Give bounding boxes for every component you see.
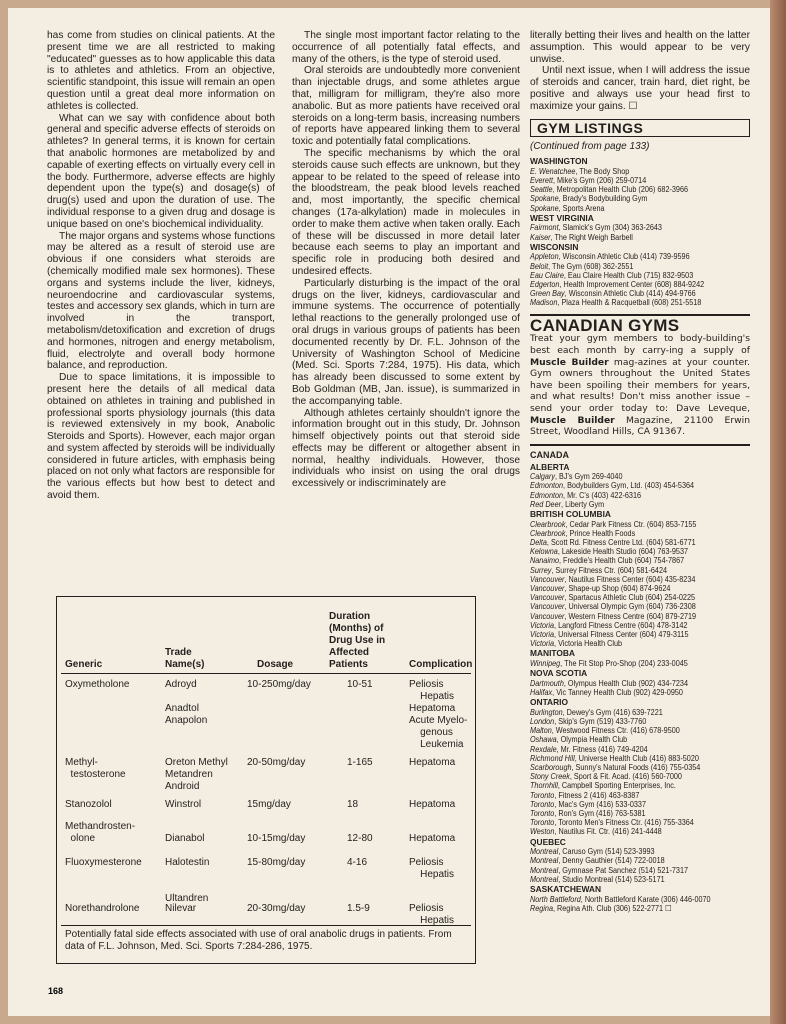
gym-entry [530, 708, 735, 717]
region-heading: BRITISH COLUMBIA [530, 508, 611, 519]
gym-details: , BJ's Gym 269-4040 [554, 472, 623, 482]
gym-city: Nanaimo [530, 556, 560, 566]
header-dosage: Dosage [257, 659, 294, 670]
gym-details: , Lakeside Health Studio (604) 763-9537 [557, 547, 689, 557]
article-paragraph: Although athletes certainly shouldn't ignore the information brought out in this study, Dr. Johnson himself objectively points out that steroid side effects may be different or altogether absent in normal, healthy individuals. However, those individuals who insist on using the oral drugs excessively or indiscriminately are [292, 407, 520, 490]
cell-duration: 18 [347, 799, 359, 810]
gym-city: Kelowna [530, 547, 558, 557]
gym-details: , Universe Health Club (416) 883-5020 [574, 753, 699, 763]
gym-details: , Health Improvement Center (608) 884-9242 [559, 279, 705, 289]
gym-entry [530, 866, 735, 875]
gym-details: , Brady's Bodybuilding Gym [558, 194, 648, 204]
gym-city: Rexdale [530, 744, 557, 754]
page-binding-edge [770, 0, 786, 1024]
article-paragraph: What can we say with confidence about both general and specific adverse effects of steroids on athletes? In general terms, it is known for certain that anabolic hormones are metabolized by and capable of exerting effects on virtually every cell in the body. Furthermore, adverse effects are highly dependent upon the type(s) and dosage(s) of drug(s) used and upon the duration of use. The individual response to a given drug and dosage is unique based on one's biochemical individuality. [47, 112, 275, 230]
gym-city: Clearbrook [530, 519, 566, 529]
header-complication: Complication [409, 659, 473, 670]
header-generic: Generic [65, 659, 103, 670]
gym-details: , Metropolitan Health Club (206) 682-3966 [552, 185, 689, 195]
gym-entry [530, 529, 735, 538]
gym-city: Eau Claire [530, 270, 564, 280]
gym-city: Toronto [530, 809, 555, 818]
magazine-name: Muscle Builder [530, 356, 609, 368]
gym-city: London [530, 716, 555, 726]
gym-city: Toronto [530, 818, 555, 828]
region-heading: ONTARIO [530, 697, 568, 708]
gym-entry [530, 472, 735, 481]
gym-city: Delta [530, 537, 547, 547]
article-conclusion [530, 30, 750, 113]
gym-entry [530, 176, 735, 185]
gym-details: , Nautilus Fitness Center (604) 435-8234 [564, 574, 696, 584]
gym-details: , Spartacus Athletic Club (604) 254-0225 [564, 593, 696, 603]
gym-details: , Sports Arena [558, 203, 605, 213]
gym-entry [530, 566, 735, 575]
gym-city: Regina [530, 903, 553, 913]
gym-city: Montreal [530, 847, 559, 857]
gym-entry [530, 791, 735, 800]
gym-entry [530, 575, 735, 584]
gym-city: Surrey [530, 565, 552, 575]
gym-entry [530, 717, 735, 726]
gym-details: , Slamick's Gym (304) 363-2643 [558, 223, 662, 233]
cell-trade-name: Adroyd Anadtol Anapolon [165, 679, 208, 726]
gym-entry [530, 875, 735, 884]
article-paragraph: has come from studies on clinical patients. At the present time we are all restricted to making "educated" guesses as to how applicable this data is to athletes and athletics. From an objective, scientific standpoint, this issue will remain an open question until a great deal more information on athletes is collected. [47, 30, 275, 112]
ad-text: mag-azines at your counter. Gym owners throughout the United States have been spoiling their members for years, and what results! Don't miss another issue – send your order today to: Dave Leveque, [530, 356, 750, 414]
cell-duration: 1-165 [347, 757, 373, 768]
gym-entry [530, 630, 735, 639]
ad-text: Magazine, 21100 Erwin Street, Woodland Hills, CA 91367. [530, 414, 751, 438]
article-column-2 [292, 30, 520, 490]
gym-city: Seattle [530, 185, 553, 195]
magazine-name: Muscle Builder [530, 414, 615, 426]
gym-city: Madison [530, 298, 558, 308]
cell-trade-name: Nilevar [165, 903, 197, 914]
gym-details: , Plaza Health & Racquetball (608) 251-5518 [557, 298, 702, 308]
article-paragraph: Due to space limitations, it is impossible to present here the details of all medical data obtained on athletes in training and published in professional sports physiology journals (this data is reviewed extensively in my book, Anabolic Steroids and Sports). However, each major organ and system affected by steroids will be individually considered in future articles, with emphasis being placed on not only what factors are responsible for the various effects but how best to detect and avoid them. [47, 372, 275, 502]
gym-details: , Toronto Men's Fitness Ctr. (416) 755-3364 [554, 818, 694, 828]
region-heading: QUEBEC [530, 836, 566, 847]
gym-city: Everett [530, 175, 553, 185]
gym-entry [530, 621, 735, 630]
cell-complication: Hepatoma [409, 833, 456, 844]
gym-details: , Ron's Gym (416) 763-5381 [554, 809, 646, 818]
gym-entry [530, 185, 735, 194]
gym-entry [530, 481, 735, 490]
gym-city: Winnipeg [530, 658, 561, 668]
gym-city: Montreal [530, 856, 559, 866]
gym-entry [530, 809, 735, 818]
gym-details: , Regina Ath. Club (306) 522-2771 ☐ [552, 903, 672, 913]
gym-entry [530, 547, 735, 556]
region-heading: ALBERTA [530, 461, 570, 472]
cell-duration: 1.5-9 [347, 903, 370, 914]
cell-generic: Fluoxymesterone [65, 857, 142, 868]
gym-city: Malton [530, 726, 552, 736]
gym-details: , Vic Tanney Health Club (902) 429-0950 [552, 687, 683, 697]
gym-entry [530, 500, 735, 509]
gym-details: , Langford Fitness Centre (604) 478-3142 [554, 620, 688, 630]
cell-dosage: 10-15mg/day [247, 833, 306, 844]
gym-entry [530, 584, 735, 593]
region-heading: MANITOBA [530, 648, 575, 659]
gym-entry [530, 612, 735, 621]
us-gym-listing [530, 157, 750, 307]
gym-entry [530, 204, 735, 213]
gym-entry [530, 233, 735, 242]
gym-entry [530, 520, 735, 529]
gym-city: Oshawa [530, 735, 557, 745]
gym-details: , North Battleford Karate (306) 446-0070 [580, 894, 711, 904]
gym-city: Montreal [530, 865, 559, 875]
gym-city: Vancouver [530, 602, 565, 612]
gym-entry [530, 772, 735, 781]
gym-city: Edmonton [530, 490, 564, 500]
region-heading: SASKATCHEWAN [530, 884, 602, 895]
article-paragraph: The major organs and systems whose functions may be altered as a result of steroid use are obvious if one considers what steroids are (chemically modified male sex hormones). These organs and systems include the liver, kidneys, neuroendocrine and cardiovascular systems, testes and accessory sex glands, which in turn are involved in the transport, metabolism/detoxification and excretion of drugs and hormones, nitrogen and energy metabolism, fluid, electrolyte and overall body hormone balance, and reproduction. [47, 230, 275, 372]
gym-details: , Campbell Sporting Enterprises, Inc. [557, 781, 676, 791]
gym-city: Vancouver [530, 593, 565, 603]
cell-generic: Norethandrolone [65, 903, 140, 914]
gym-details: , The Right Weigh Barbell [550, 232, 633, 242]
gym-details: , Victoria Health Club [554, 639, 623, 649]
gym-city: Beloit [530, 261, 549, 271]
gym-entry [530, 167, 735, 176]
continued-note: (Continued from page 133) [530, 141, 650, 153]
gym-details: , Olympus Health Club (902) 434-7234 [563, 678, 688, 688]
gym-details: , Scott Rd. Fitness Centre Ltd. (604) 581-6771 [546, 537, 696, 547]
gym-details: , The Body Shop [575, 166, 630, 176]
gym-city: Appleton [530, 252, 559, 262]
gym-entry [530, 280, 735, 289]
gym-details: , Cedar Park Fitness Ctr. (604) 853-7155 [565, 519, 697, 529]
header-trade-names: Trade Name(s) [165, 647, 205, 670]
page-number: 168 [48, 986, 64, 996]
gym-entry [530, 491, 735, 500]
gym-details: , The Fit Stop Pro-Shop (204) 233-0045 [560, 658, 688, 668]
sidebar-column [530, 30, 750, 913]
gym-details: , Liberty Gym [561, 499, 605, 509]
article-column-1 [47, 30, 275, 502]
cell-complication: Peliosis Hepatis [409, 857, 455, 880]
region-heading: NOVA SCOTIA [530, 668, 588, 679]
gym-details: , The Gym (608) 362-2551 [548, 261, 634, 271]
gym-entry [530, 726, 735, 735]
gym-details: , Caruso Gym (514) 523-3993 [558, 847, 655, 857]
cell-trade-name: Oreton Methyl Metandren Android [165, 757, 228, 792]
article-paragraph: The specific mechanisms by which the oral steroids cause such effects are unknown, but they appear to be related to the speed of release into the bloodstream, the peak blood levels reached and, most importantly, the specific chemical changes (17a-alkylation) made in molecules in order to make them active when taken orally. Each of these will be discussed in more detail later because each seems to play an important and specific role in producing both desired and undesired effects. [292, 147, 521, 277]
article-paragraph: Particularly disturbing is the impact of the oral drugs on the liver, kidneys, cardiovascular and immune systems. The occurrence of potentially lethal reactions to the generally prolonged use of oral drugs in various groups of patients has been documented recently by Dr. F.L. Johnson of the University of Washington School of Medicine (Med. Sci. Sports 7:284, 1975). His data, which has already been discussed to some extent by Bob Goldman (MB, Jan. issue), is summarized in the accompanying table. [292, 277, 520, 407]
gym-details: , Olympia Health Club [556, 735, 628, 745]
cell-trade-name: Dianabol [165, 833, 205, 844]
header-rule [61, 673, 471, 674]
gym-entry [530, 538, 735, 547]
gym-entry [530, 252, 735, 261]
gym-details: , Studio Montreal (514) 523-5171 [558, 874, 665, 884]
canadian-gyms-heading: CANADIAN GYMS [530, 315, 680, 335]
gym-details: , Eau Claire Health Club (715) 832-9503 [563, 270, 694, 280]
cell-duration: 10-51 [347, 679, 373, 690]
gym-details: , Denny Gauthier (514) 722-0018 [558, 856, 665, 866]
gym-entry [530, 763, 735, 772]
cell-trade-name: Halotestin Ultandren [165, 857, 210, 904]
gym-entry [530, 223, 735, 232]
gym-entry [530, 639, 735, 648]
gym-city: Kaiser [530, 232, 551, 242]
region-heading: WEST VIRGINIA [530, 212, 594, 223]
gym-city: Vancouver [530, 583, 565, 593]
gym-city: Halifax [530, 687, 553, 697]
gym-entry [530, 556, 735, 565]
gym-city: Vancouver [530, 574, 565, 584]
gym-city: Victoria [530, 620, 555, 630]
gym-details: , Mr. Fitness (416) 749-4204 [556, 744, 648, 754]
gym-entry [530, 856, 735, 865]
cell-generic: Stanozolol [65, 799, 112, 810]
gym-details: , Sport & Fit. Acad. (416) 560-7000 [569, 772, 682, 782]
gym-city: Weston [530, 827, 555, 837]
gym-city: Calgary [530, 472, 555, 482]
ad-text: Treat your gym members to body-building's best each month by carry-ing a supply of [530, 333, 750, 356]
gym-city: Victoria [530, 639, 555, 649]
region-heading: WISCONSIN [530, 241, 579, 252]
country-heading: CANADA [530, 449, 569, 460]
cell-complication: Hepatoma [409, 757, 456, 768]
gym-entry [530, 679, 735, 688]
gym-details: , Prince Health Foods [565, 528, 636, 538]
gym-city: Burlington [530, 707, 563, 717]
header-duration: Duration (Months) of Drug Use in Affected Patients [329, 611, 386, 670]
gym-entry [530, 735, 735, 744]
gym-details: , Fitness 2 (416) 463-8387 [554, 790, 640, 800]
gym-city: North Battleford [530, 894, 581, 904]
gym-details: , Wisconsin Athletic Club (414) 494-9766 [564, 289, 696, 299]
cell-dosage: 15mg/day [247, 799, 291, 810]
cell-generic: Methandrosten- olone [65, 821, 136, 844]
gym-city: Spokane [530, 203, 559, 213]
gym-details: , Bodybuilders Gym, Ltd. (403) 454-5364 [563, 481, 695, 491]
gym-entry [530, 194, 735, 203]
cell-duration: 4-16 [347, 857, 368, 868]
gym-city: Montreal [530, 874, 559, 884]
cell-generic: Methyl- testosterone [65, 757, 126, 780]
gym-listings-heading: GYM LISTINGS [530, 119, 750, 138]
gym-city: Toronto [530, 790, 555, 800]
cell-dosage: 20-30mg/day [247, 903, 306, 914]
cell-dosage: 10-250mg/day [247, 679, 311, 690]
gym-entry [530, 593, 735, 602]
gym-details: , Freddie's Health Club (604) 754-7867 [559, 556, 685, 566]
gym-city: Thornhill [530, 781, 558, 791]
gym-entry [530, 818, 735, 827]
gym-details: , Gymnase Pat Sanchez (514) 521-7317 [558, 865, 689, 875]
gym-details: , Sunny's Natural Foods (416) 755-0354 [571, 762, 701, 772]
cell-dosage: 15-80mg/day [247, 857, 306, 868]
gym-city: Victoria [530, 629, 555, 639]
gym-details: , Mac's Gym (416) 533-0337 [554, 799, 646, 809]
gym-entry [530, 781, 735, 790]
gym-details: , Dewey's Gym (416) 639-7221 [562, 707, 663, 717]
gym-entry [530, 827, 735, 836]
gym-entry [530, 602, 735, 611]
cell-complication: Hepatoma [409, 799, 456, 810]
gym-city: Scarborough [530, 762, 572, 772]
gym-details: , Universal Fitness Center (604) 479-3115 [554, 629, 689, 639]
gym-entry [530, 298, 735, 307]
article-paragraph: Until next issue, when I will address the issue of steroids and cancer, train hard, diet right, be positive and always use your head first to maximize your gains. ☐ [530, 65, 750, 112]
cell-trade-name: Winstrol [165, 799, 202, 810]
gym-details: , Western Fitness Centre (604) 879-2719 [564, 611, 697, 621]
gym-city: Green Bay [530, 289, 565, 299]
cell-duration: 12-80 [347, 833, 373, 844]
gym-city: Clearbrook [530, 528, 566, 538]
gym-details: , Shape-up Shop (604) 874-9624 [564, 583, 671, 593]
gym-city: Dartmouth [530, 678, 564, 688]
gym-city: Red Deer [530, 499, 562, 509]
gym-city: Stony Creek [530, 772, 570, 782]
gym-entry [530, 659, 735, 668]
gym-city: Edmonton [530, 481, 564, 491]
cell-dosage: 20-50mg/day [247, 757, 306, 768]
divider [530, 444, 750, 446]
gym-city: Vancouver [530, 611, 565, 621]
cell-complication: Peliosis Hepatis [409, 903, 455, 926]
gym-details: , Universal Olympic Gym (604) 736-2308 [564, 602, 696, 612]
table-caption: Potentially fatal side effects associated with use of oral anabolic drugs in patients. From data of F.L. Johnson, Med. Sci. Sports 7:284-286, 1975. [65, 929, 452, 952]
gym-entry [530, 745, 735, 754]
gym-entry [530, 262, 735, 271]
region-heading: WASHINGTON [530, 156, 588, 167]
gym-city: E. Wenatchee [530, 166, 576, 176]
gym-details: , Mike's Gym (206) 259-0714 [552, 175, 647, 185]
canadian-gyms-ad [530, 333, 750, 437]
footer-rule [61, 925, 471, 926]
gym-details: , Nautilus Fit. Ctr. (416) 241-4448 [554, 827, 662, 837]
gym-city: Edgerton [530, 279, 560, 289]
gym-details: , Skip's Gym (519) 433-7760 [554, 716, 647, 726]
gym-details: , Surrey Fitness Ctr. (604) 581-6424 [551, 565, 668, 575]
gym-details: , Westwood Fitness Ctr. (416) 678-9500 [551, 726, 680, 736]
cell-complication: Peliosis Hepatis Hepatoma Acute Myelo- genous Leukemia [409, 679, 468, 750]
gym-city: Fairmont [530, 223, 559, 233]
canada-gym-listing [530, 463, 750, 913]
article-paragraph: The single most important factor relating to the occurrence of all potentially fatal effects, and many of the others, is the type of steroid used. [292, 30, 520, 65]
gym-entry [530, 904, 735, 913]
article-paragraph: Oral steroids are undoubtedly more convenient than injectable drugs, and some athletes argue that, milligram for milligram, they're also more anabolic. But as more patients have received oral steroids on a long-term basis, increasing numbers of reports have appeared linking them to several toxic and potentially fatal complications. [292, 65, 520, 148]
gym-details: , Mr. C's (403) 422-6316 [563, 490, 642, 500]
steroid-table [56, 596, 476, 964]
gym-entry [530, 895, 735, 904]
gym-entry [530, 271, 735, 280]
gym-city: Richmond Hill [530, 753, 575, 763]
gym-entry [530, 754, 735, 763]
article-paragraph: literally betting their lives and health on the latter assumption. This would appear to be very unwise. [530, 30, 750, 65]
gym-entry [530, 800, 735, 809]
gym-entry [530, 847, 735, 856]
gym-entry [530, 688, 735, 697]
gym-entry [530, 289, 735, 298]
gym-city: Spokane [530, 194, 559, 204]
gym-city: Toronto [530, 799, 555, 809]
gym-details: , Wisconsin Athletic Club (414) 739-9596 [558, 252, 690, 262]
cell-generic: Oxymetholone [65, 679, 130, 690]
